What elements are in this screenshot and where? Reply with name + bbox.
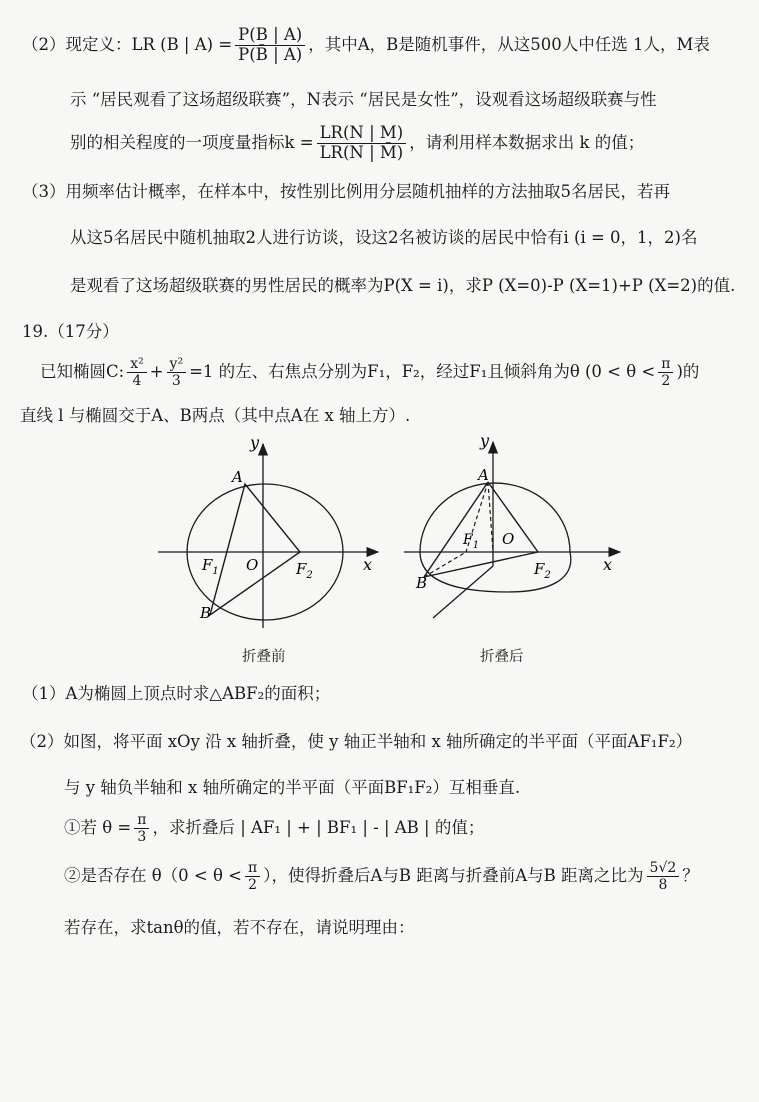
k-fraction [317, 124, 407, 163]
label-f2-before-sub: 2 [306, 570, 313, 581]
sub2-part-i [64, 812, 484, 845]
label-f1-before [201, 556, 219, 577]
p2-text-2: ，其中A，B是随机事件，从这500人中任选 1人，M表 [308, 34, 710, 54]
plus-sign: + [149, 362, 164, 382]
q19-line1b: =1 的左、右焦点分别为F₁，F₂，经过F₁且倾斜角为θ (0 < θ < [189, 362, 656, 382]
ellipse-y-num: y² [167, 356, 187, 373]
q19-line1 [40, 356, 699, 389]
p3-line1 [22, 178, 670, 202]
caption-before-fold: 折叠前 [242, 649, 286, 665]
sub2-line2: 与 y 轴负半轴和 x 轴所确定的半平面（平面BF₁F₂）互相垂直. [64, 778, 521, 797]
label-y-after: y [480, 432, 490, 450]
p3-text-1: 用频率估计概率，在样本中，按性别比例用分层随机抽样的方法抽取5名居民，若再 [65, 182, 670, 201]
p2-line3 [70, 124, 644, 163]
b-to-f1-dashed [424, 552, 466, 577]
a-to-o-dashed [488, 482, 493, 552]
part-i-a: ①若 θ = [64, 818, 132, 838]
sub1-line: （1）A为椭圆上顶点时求△ABF₂的面积； [22, 684, 331, 703]
label-b-before: B [200, 604, 212, 622]
p3-line2: 从这5名居民中随机抽取2人进行访谈，设这2名被访谈的居民中恰有i (i = 0，1，2)名 [70, 228, 698, 247]
b-to-f2 [424, 552, 538, 577]
ellipse-x-den: 4 [132, 373, 142, 390]
p2-line3a: 别的相关程度的一项度量指标k = [70, 132, 314, 152]
lr-fraction [235, 26, 305, 65]
label-a-after: A [478, 466, 489, 484]
q19-line1a: 已知椭圆C: [40, 362, 125, 382]
label-f1-after [462, 532, 479, 551]
p2-text-1: 现定义：LR (B | A) = [65, 34, 233, 54]
pi-num: π [658, 356, 673, 373]
sub2-line1: （2）如图，将平面 xOy 沿 x 轴折叠，使 y 轴正半轴和 x 轴所确定的半平面（平面AF₁F₂） [20, 732, 693, 751]
label-f2-after [533, 560, 551, 581]
upper-half-ellipse-after [420, 483, 570, 552]
ellipse-x-num: x² [127, 356, 147, 373]
label-f2-after-letter: F [534, 560, 545, 578]
sub2-line5: 若存在，求tanθ的值，若不存在，请说明理由： [64, 918, 415, 937]
label-f2-before-letter: F [296, 560, 307, 578]
p2-line3b: ，请利用样本数据求出 k 的值； [409, 132, 645, 152]
p2-line2: 示 “居民观看了这场超级联赛”，N表示 “居民是女性”，设观看这场超级联赛与性 [70, 90, 657, 109]
p3-line3: 是观看了这场超级联赛的男性居民的概率为P(X = i)，求P (X=0)-P (X=1)+P (X=2)的值. [70, 276, 736, 295]
label-f1-before-sub: 1 [212, 566, 219, 577]
k-fraction-den: LR(N | M̄) [319, 142, 404, 162]
p2-number: （2） [22, 34, 66, 54]
ii-pi-num: π [245, 860, 260, 877]
label-f1-after-letter: F [463, 532, 473, 548]
label-b-after: B [416, 574, 428, 592]
pi3-num: π [134, 812, 149, 829]
figure-before-fold [150, 432, 390, 632]
ellipse-y-term [167, 356, 187, 389]
ii-pi-den: 2 [248, 877, 258, 894]
p3-number: （3） [22, 182, 66, 201]
label-f2-after-sub: 2 [544, 570, 551, 581]
lr-fraction-den: P(B̄ | A) [238, 44, 303, 64]
pi-den: 2 [661, 373, 671, 390]
ratio-num: 5√2 [647, 860, 680, 877]
pi3-den: 3 [137, 829, 147, 846]
label-f2-before [295, 560, 313, 581]
p2-line1 [22, 26, 710, 65]
ii-pi-over-2 [245, 860, 260, 893]
label-f1-before-letter: F [202, 556, 213, 574]
k-fraction-num: LR(N | M) [317, 124, 407, 144]
part-ii-a: ②是否存在 θ（0 < θ < [64, 866, 242, 886]
part-ii-b: ），使得折叠后A与B 距离与折叠前A与B 距离之比为 [263, 866, 644, 886]
label-o-after: O [502, 530, 515, 548]
ratio-den: 8 [658, 877, 668, 894]
label-o-before: O [246, 556, 259, 574]
ellipse-y-den: 3 [171, 373, 181, 390]
label-x-after: x [603, 555, 613, 574]
part-i-b: ，求折叠后 | AF₁ | + | BF₁ | - | AB | 的值； [152, 818, 485, 838]
sub2-part-ii [64, 860, 699, 893]
figure-after-fold [398, 432, 628, 632]
q19-line1c: )的 [676, 362, 700, 382]
theta-pi-over-3 [134, 812, 149, 845]
ratio-fraction [647, 860, 680, 893]
label-y-before: y [250, 433, 260, 452]
a-to-b [424, 482, 488, 577]
neg-y-axis-after [433, 566, 493, 618]
ellipse-x-term [127, 356, 147, 389]
label-a-before: A [232, 468, 243, 486]
caption-after-fold: 折叠后 [480, 649, 524, 665]
q19-header: 19.（17分） [22, 322, 119, 341]
pi-over-2 [658, 356, 673, 389]
q19-line2: 直线 l 与椭圆交于A、B两点（其中点A在 x 轴上方）. [20, 406, 411, 425]
lr-fraction-num: P(B | A) [235, 26, 305, 46]
label-f1-after-sub: 1 [472, 540, 480, 551]
triangle-abf2-before [210, 484, 300, 615]
label-x-before: x [363, 555, 373, 574]
part-ii-c: ？ [682, 866, 699, 886]
